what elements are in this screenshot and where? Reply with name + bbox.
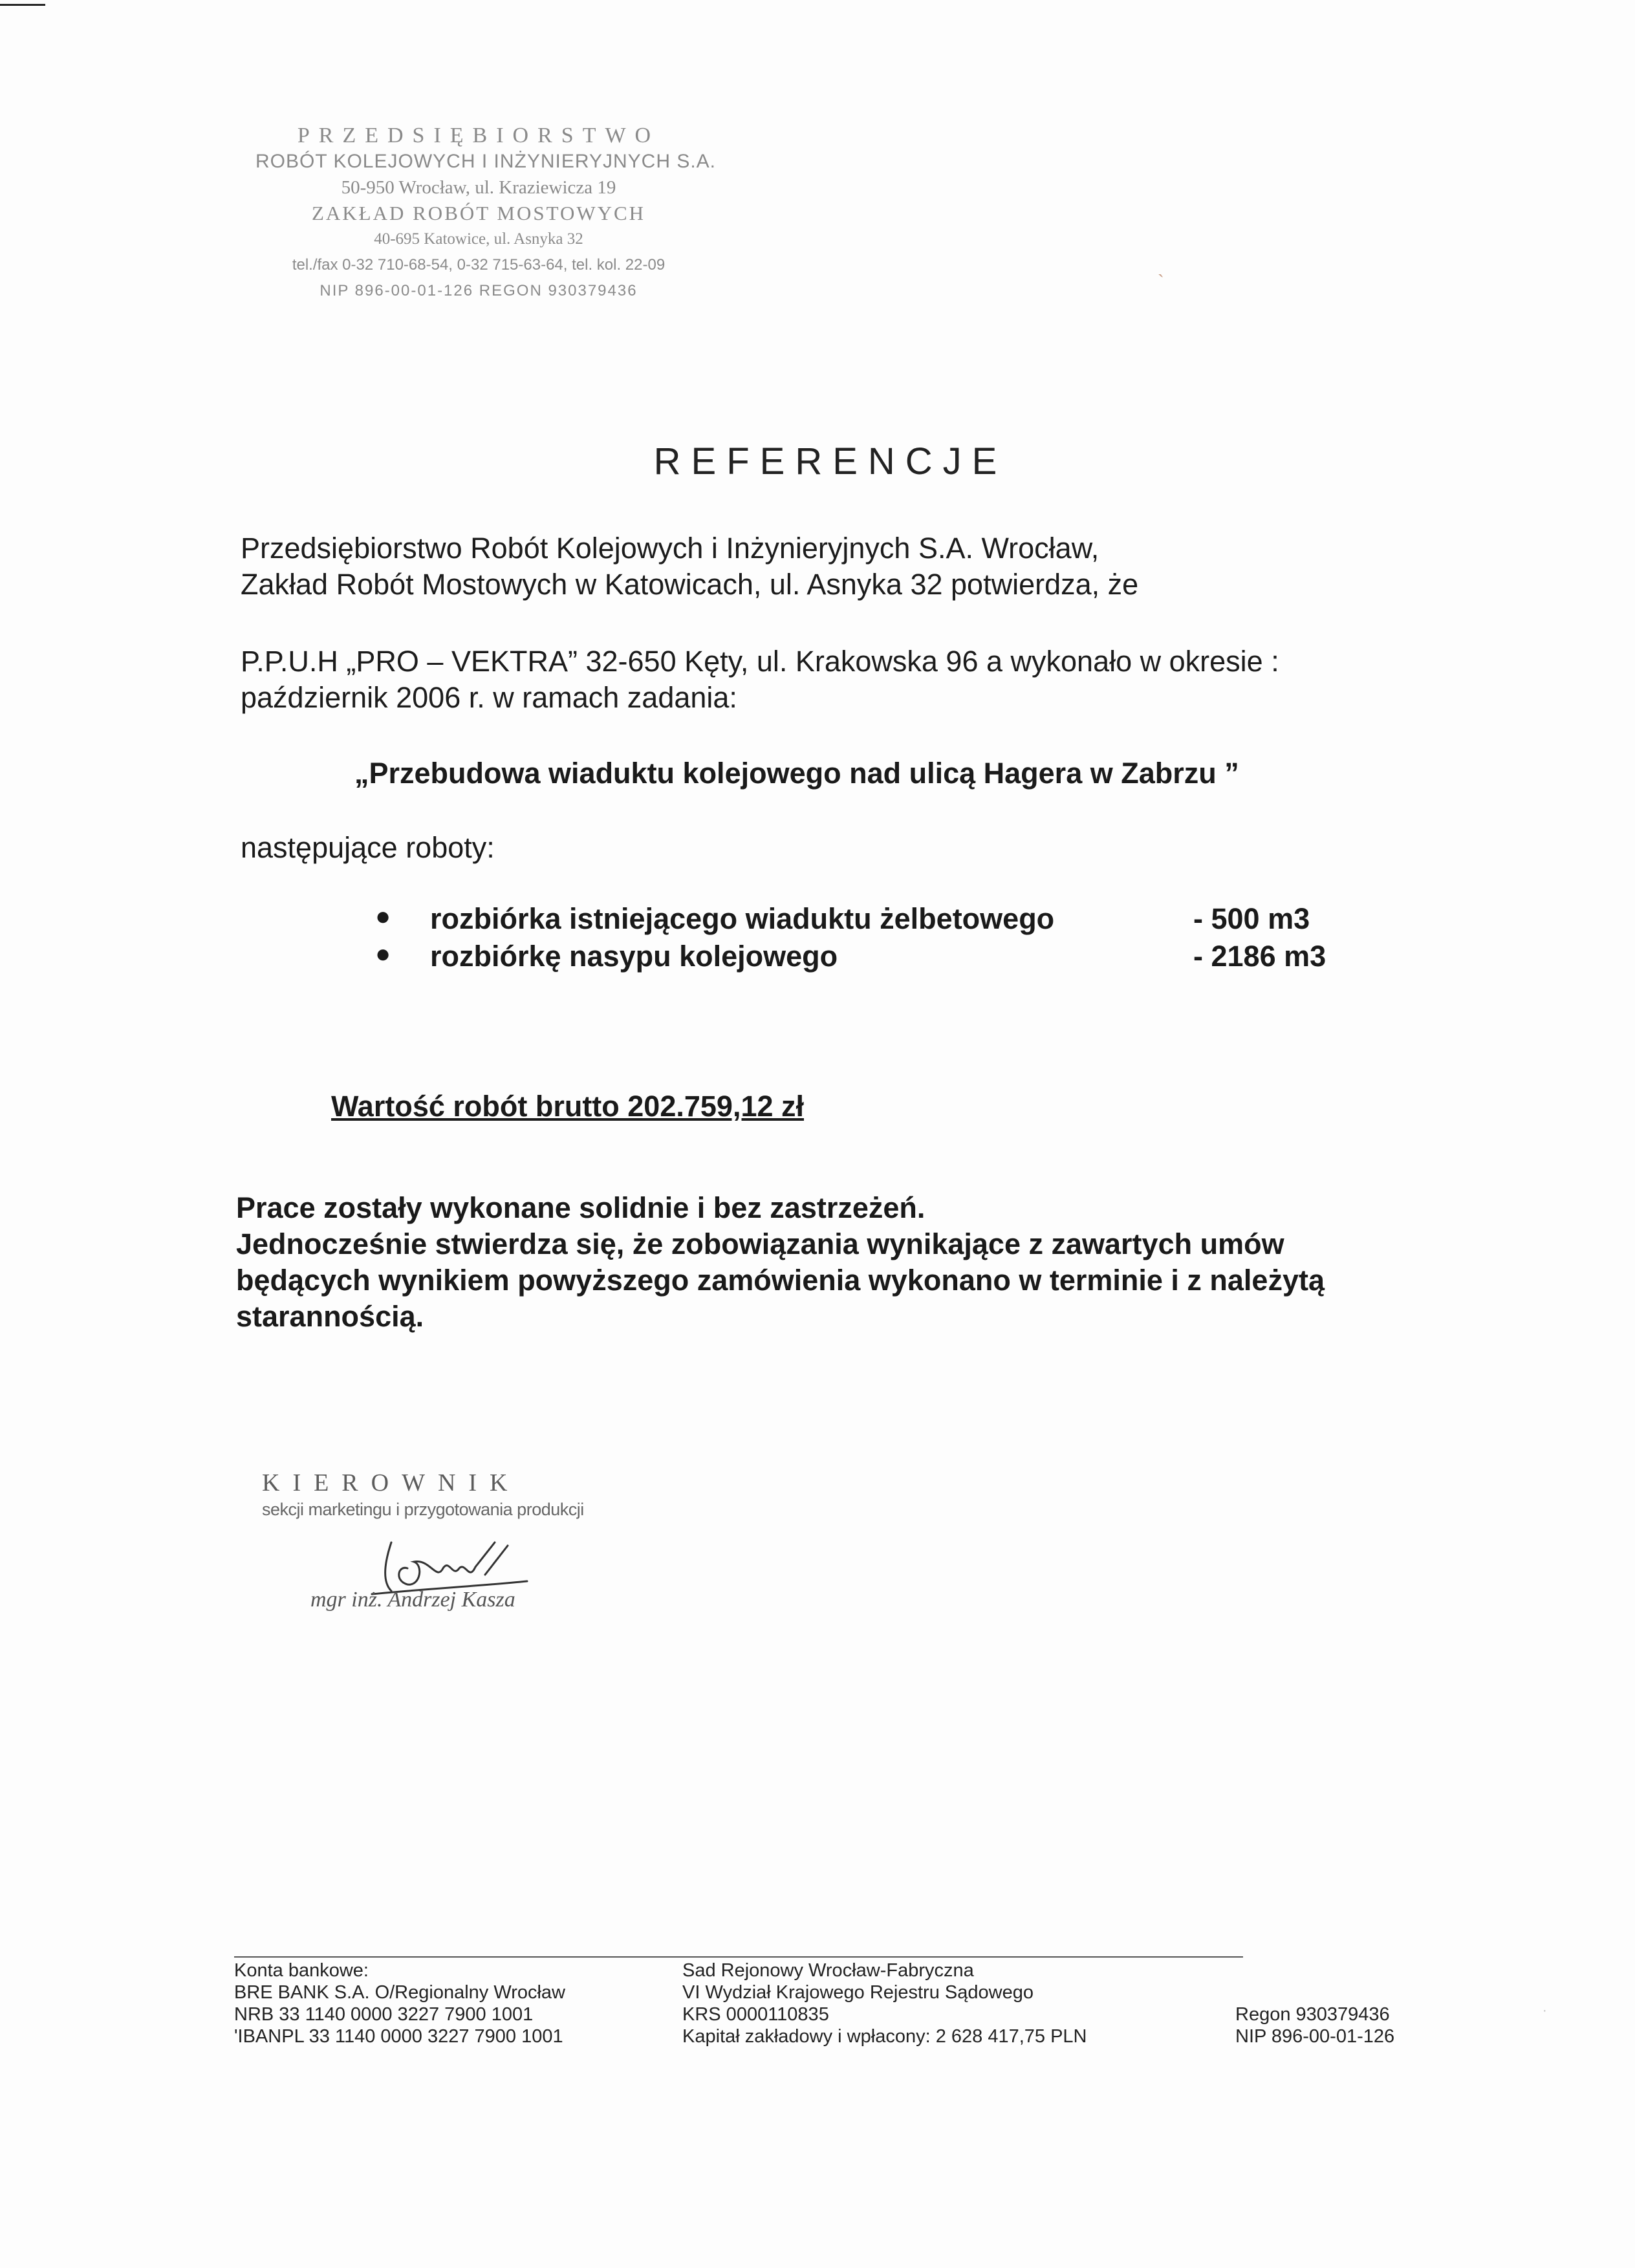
paragraph-line: Zakład Robót Mostowych w Katowicach, ul. Asnyka 32 potwierdza, że bbox=[241, 568, 1139, 601]
scan-edge-line bbox=[0, 4, 45, 6]
closing-line bbox=[236, 1226, 1458, 1262]
closing-paragraph bbox=[236, 1190, 1458, 1335]
footer-line-text: NIP 896-00-01-126 bbox=[1235, 2026, 1395, 2047]
stamp-line: NIP 896-00-01-126 REGON 930379436 bbox=[319, 282, 638, 299]
work-label: rozbiórkę nasypu kolejowego bbox=[430, 940, 838, 973]
footer-line-text: KRS 0000110835 bbox=[682, 2004, 829, 2025]
footer-line-text: Konta bankowe: bbox=[234, 1960, 369, 1981]
footer-line-text: Kapitał zakładowy i wpłacony: 2 628 417,75 PLN bbox=[682, 2026, 1087, 2047]
pen-mark-icon: ` bbox=[1158, 272, 1164, 293]
works-intro: następujące roboty: bbox=[241, 831, 495, 864]
company-header-stamp bbox=[255, 123, 717, 304]
footer-line-text: BRE BANK S.A. O/Regionalny Wrocław bbox=[234, 1982, 565, 2003]
footer-line-text: Regon 930379436 bbox=[1235, 2004, 1390, 2025]
confirmation-paragraph bbox=[241, 530, 1138, 603]
closing-line: Prace zostały wykonane solidnie i bez zastrzeżeń. bbox=[236, 1191, 926, 1224]
bullet-icon: ● bbox=[375, 902, 391, 931]
work-label: rozbiórka istniejącego wiaduktu żelbetowego bbox=[430, 902, 1055, 935]
footer-line-text: VI Wydział Krajowego Rejestru Sądowego bbox=[682, 1982, 1034, 2003]
paragraph-line: P.P.U.H „PRO – VEKTRA” 32-650 Kęty, ul. Krakowska 96 a wykonało w okresie : bbox=[241, 645, 1279, 678]
gross-value: Wartość robót brutto 202.759,12 zł bbox=[331, 1090, 805, 1123]
works-list bbox=[375, 902, 1358, 977]
stamp-line: 40-695 Katowice, ul. Asnyka 32 bbox=[374, 230, 583, 248]
bullet-icon: ● bbox=[375, 940, 391, 968]
stamp-line: ROBÓT KOLEJOWYCH I INŻYNIERYJNYCH S.A. bbox=[255, 151, 717, 172]
footer-divider bbox=[234, 1956, 1243, 1958]
footer-line-text: Sad Rejonowy Wrocław-Fabryczna bbox=[682, 1960, 974, 1981]
closing-line: będących wynikiem powyższego zamówienia wykonano w terminie i z należytą bbox=[236, 1264, 1325, 1297]
closing-line-text: Jednocześnie stwierdza się, że zobowiązania wynikające z zawartych umów bbox=[236, 1227, 1284, 1260]
paragraph-line: październik 2006 r. w ramach zadania: bbox=[241, 681, 737, 714]
footer-line-text: 'IBANPL 33 1140 0000 3227 7900 1001 bbox=[234, 2026, 563, 2047]
work-quantity: - 500 m3 bbox=[1193, 902, 1310, 935]
footer-line-text: NRB 33 1140 0000 3227 7900 1001 bbox=[234, 2004, 534, 2025]
contractor-paragraph bbox=[241, 643, 1279, 716]
footer-bank-accounts bbox=[234, 1960, 565, 2047]
signatory-name: mgr inż. Andrzej Kasza bbox=[310, 1588, 515, 1612]
stamp-line: ZAKŁAD ROBÓT MOSTOWYCH bbox=[311, 202, 646, 224]
paragraph-line: Przedsiębiorstwo Robót Kolejowych i Inżynieryjnych S.A. Wrocław, bbox=[241, 532, 1099, 565]
signature-subtitle: sekcji marketingu i przygotowania produkcji bbox=[262, 1500, 584, 1519]
task-name: „Przebudowa wiaduktu kolejowego nad ulicą Hagera w Zabrzu ” bbox=[354, 757, 1239, 790]
closing-line: starannością. bbox=[236, 1300, 424, 1333]
footer-registry bbox=[682, 1960, 1087, 2047]
stamp-line: 50-950 Wrocław, ul. Kraziewicza 19 bbox=[341, 177, 616, 198]
work-quantity: - 2186 m3 bbox=[1193, 940, 1326, 973]
signature-title: KIEROWNIK bbox=[262, 1469, 521, 1496]
stamp-line: tel./fax 0-32 710-68-54, 0-32 715-63-64, tel. kol. 22-09 bbox=[292, 256, 666, 274]
stamp-line: PRZEDSIĘBIORSTWO bbox=[297, 124, 660, 147]
page-title: REFERENCJE bbox=[653, 440, 1008, 482]
signature-stamp bbox=[262, 1468, 650, 1612]
footer-ids bbox=[1235, 2003, 1394, 2047]
scan-speck-icon: · bbox=[1543, 2003, 1547, 2018]
list-item bbox=[375, 940, 1358, 977]
list-item bbox=[375, 902, 1358, 940]
